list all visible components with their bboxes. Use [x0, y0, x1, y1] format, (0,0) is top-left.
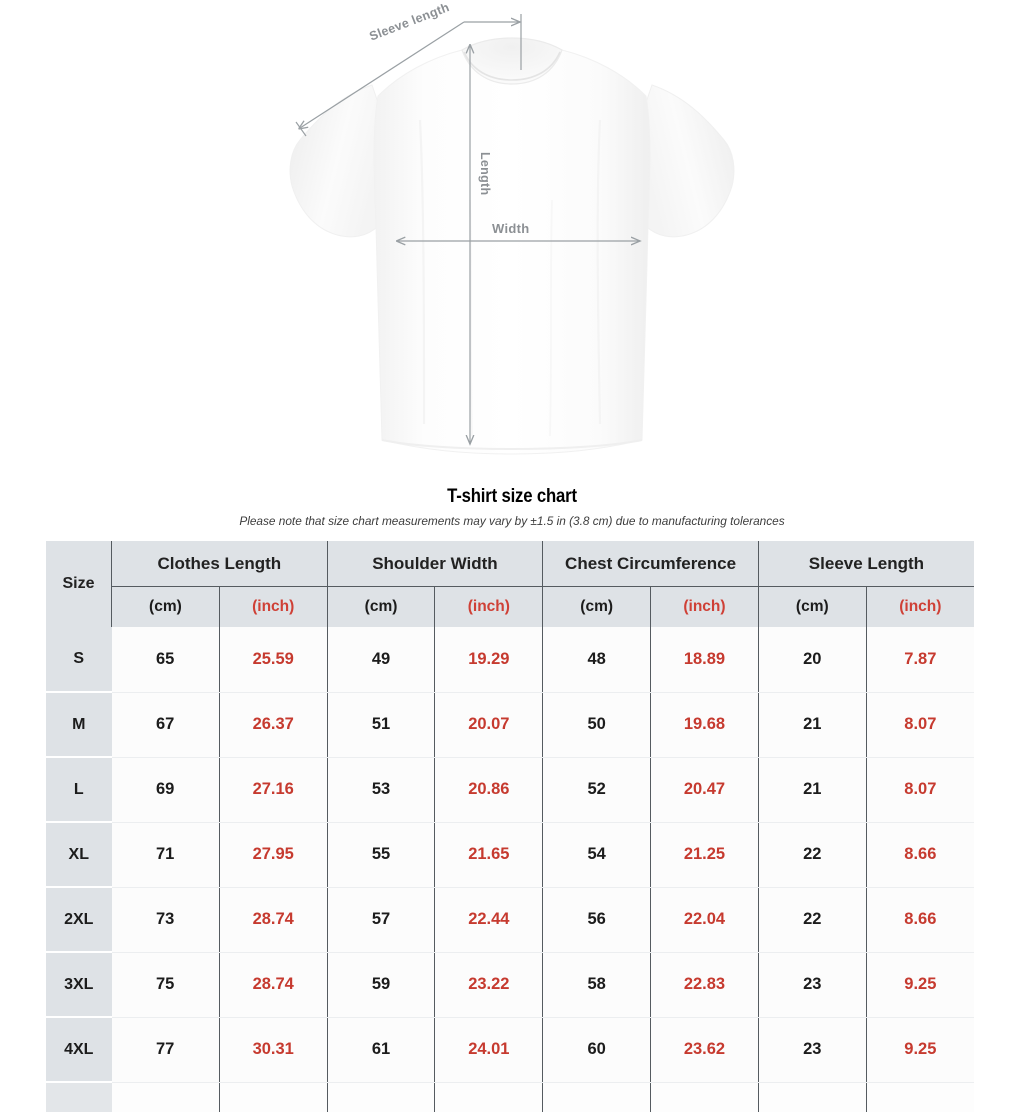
- cell-clothes-length-inch: 30.31: [219, 1017, 327, 1082]
- size-chart-table-wrapper: [46, 541, 974, 1112]
- cell-sleeve-inch: 8.66: [866, 887, 974, 952]
- table-row: [46, 952, 974, 1017]
- cell-clothes-length-cm: 65: [112, 627, 220, 692]
- cell-shoulder-width-cm: 51: [327, 692, 435, 757]
- cell-chest-inch: 22.04: [651, 887, 759, 952]
- cell-shoulder-width-inch: 22.44: [435, 887, 543, 952]
- cell-shoulder-width-cm: 55: [327, 822, 435, 887]
- table-row: [46, 627, 974, 692]
- cell-sleeve-cm: 20: [758, 627, 866, 692]
- cell-shoulder-width-cm: 53: [327, 757, 435, 822]
- cell-shoulder-width-inch: 20.07: [435, 692, 543, 757]
- cell-sleeve-inch: 8.66: [866, 822, 974, 887]
- cell-clothes-length-inch: 26.37: [219, 692, 327, 757]
- cell-chest-inch: [651, 1082, 759, 1112]
- tshirt-illustration: [0, 0, 1024, 478]
- table-header-row-groups: [46, 541, 974, 587]
- header-unit-shoulder-width-cm: (cm): [327, 587, 435, 628]
- cell-chest-inch: 20.47: [651, 757, 759, 822]
- cell-clothes-length-inch: 27.16: [219, 757, 327, 822]
- cell-sleeve-inch: 7.87: [866, 627, 974, 692]
- table-body: [46, 627, 974, 1112]
- cell-shoulder-width-inch: 20.86: [435, 757, 543, 822]
- cell-clothes-length-cm: 67: [112, 692, 220, 757]
- header-unit-sleeve-cm: (cm): [758, 587, 866, 628]
- cell-sleeve-cm: 22: [758, 887, 866, 952]
- cell-clothes-length-cm: 71: [112, 822, 220, 887]
- cell-clothes-length-inch: 25.59: [219, 627, 327, 692]
- cell-chest-cm: 60: [543, 1017, 651, 1082]
- cell-shoulder-width-cm: 49: [327, 627, 435, 692]
- header-group-sleeve-length: Sleeve Length: [758, 541, 974, 587]
- header-unit-chest-inch: (inch): [651, 587, 759, 628]
- header-unit-clothes-length-cm: (cm): [112, 587, 220, 628]
- cell-sleeve-cm: 23: [758, 952, 866, 1017]
- cell-clothes-length-cm: [112, 1082, 220, 1112]
- table-header: [46, 541, 974, 627]
- cell-sleeve-cm: 22: [758, 822, 866, 887]
- cell-clothes-length-cm: 77: [112, 1017, 220, 1082]
- cell-chest-inch: 22.83: [651, 952, 759, 1017]
- cell-clothes-length-cm: 69: [112, 757, 220, 822]
- cell-chest-inch: 18.89: [651, 627, 759, 692]
- cell-size: M: [46, 692, 112, 757]
- table-row: [46, 692, 974, 757]
- cell-shoulder-width-inch: 23.22: [435, 952, 543, 1017]
- sleeve-length-label: Sleeve length: [367, 0, 452, 44]
- cell-shoulder-width-cm: 61: [327, 1017, 435, 1082]
- table-row: [46, 887, 974, 952]
- cell-size: L: [46, 757, 112, 822]
- cell-chest-cm: [543, 1082, 651, 1112]
- cell-size: 2XL: [46, 887, 112, 952]
- cell-chest-inch: 23.62: [651, 1017, 759, 1082]
- cell-clothes-length-cm: 73: [112, 887, 220, 952]
- cell-chest-cm: 52: [543, 757, 651, 822]
- cell-sleeve-cm: 21: [758, 692, 866, 757]
- header-unit-clothes-length-inch: (inch): [219, 587, 327, 628]
- header-size: Size: [46, 541, 112, 627]
- cell-sleeve-inch: [866, 1082, 974, 1112]
- header-group-chest-circumference: Chest Circumference: [543, 541, 759, 587]
- cell-sleeve-inch: 9.25: [866, 952, 974, 1017]
- cell-shoulder-width-inch: 21.65: [435, 822, 543, 887]
- header-unit-chest-cm: (cm): [543, 587, 651, 628]
- cell-clothes-length-inch: 27.95: [219, 822, 327, 887]
- cell-shoulder-width-inch: 19.29: [435, 627, 543, 692]
- size-chart-table: [46, 541, 974, 1112]
- cell-chest-cm: 48: [543, 627, 651, 692]
- table-row-partial: [46, 1082, 974, 1112]
- header-unit-shoulder-width-inch: (inch): [435, 587, 543, 628]
- cell-clothes-length-inch: 28.74: [219, 887, 327, 952]
- cell-chest-inch: 21.25: [651, 822, 759, 887]
- cell-sleeve-cm: 21: [758, 757, 866, 822]
- cell-sleeve-cm: [758, 1082, 866, 1112]
- cell-sleeve-inch: 9.25: [866, 1017, 974, 1082]
- table-row: [46, 822, 974, 887]
- cell-clothes-length-inch: [219, 1082, 327, 1112]
- table-row: [46, 757, 974, 822]
- cell-sleeve-cm: 23: [758, 1017, 866, 1082]
- cell-shoulder-width-inch: 24.01: [435, 1017, 543, 1082]
- header-group-shoulder-width: Shoulder Width: [327, 541, 543, 587]
- cell-shoulder-width-cm: [327, 1082, 435, 1112]
- cell-sleeve-inch: 8.07: [866, 692, 974, 757]
- cell-size: [46, 1082, 112, 1112]
- cell-size: 4XL: [46, 1017, 112, 1082]
- tshirt-diagram-svg: [0, 0, 1024, 478]
- table-header-row-units: [46, 587, 974, 628]
- header-unit-sleeve-inch: (inch): [866, 587, 974, 628]
- cell-shoulder-width-cm: 59: [327, 952, 435, 1017]
- table-row: [46, 1017, 974, 1082]
- cell-sleeve-inch: 8.07: [866, 757, 974, 822]
- cell-chest-cm: 50: [543, 692, 651, 757]
- tolerance-note: Please note that size chart measurements may vary by ±1.5 in (3.8 cm) due to manufacturing tolerances: [239, 514, 785, 528]
- page-title: T-shirt size chart: [447, 486, 577, 507]
- header-group-clothes-length: Clothes Length: [112, 541, 328, 587]
- tshirt-shape: [290, 38, 734, 454]
- cell-size: S: [46, 627, 112, 692]
- cell-shoulder-width-inch: [435, 1082, 543, 1112]
- cell-clothes-length-inch: 28.74: [219, 952, 327, 1017]
- cell-chest-cm: 54: [543, 822, 651, 887]
- cell-size: XL: [46, 822, 112, 887]
- cell-chest-cm: 58: [543, 952, 651, 1017]
- width-label: Width: [492, 221, 530, 236]
- length-label: Length: [478, 152, 492, 196]
- cell-chest-inch: 19.68: [651, 692, 759, 757]
- cell-size: 3XL: [46, 952, 112, 1017]
- cell-shoulder-width-cm: 57: [327, 887, 435, 952]
- cell-chest-cm: 56: [543, 887, 651, 952]
- cell-clothes-length-cm: 75: [112, 952, 220, 1017]
